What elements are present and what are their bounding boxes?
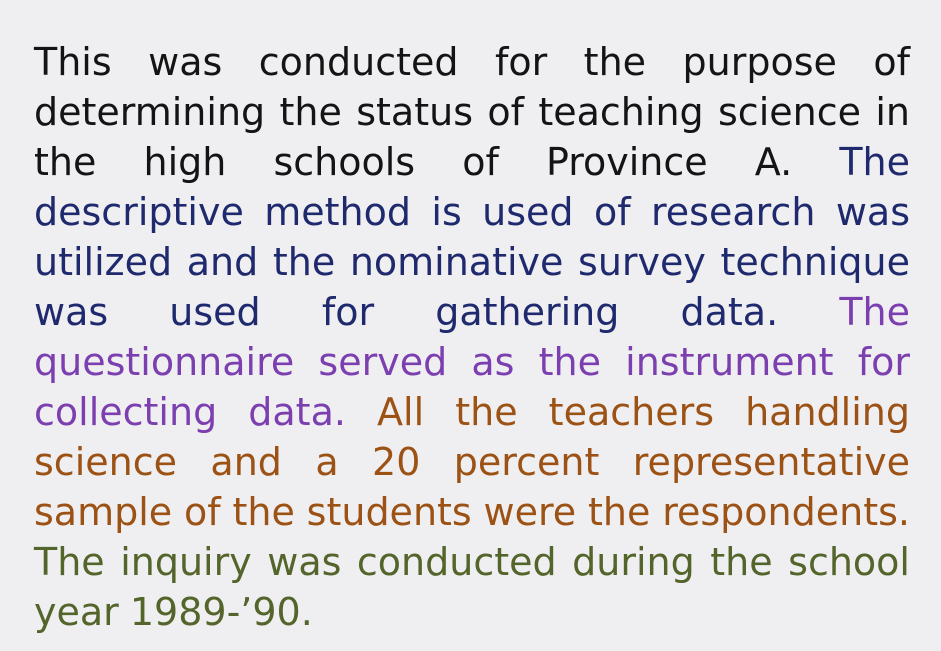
sentence-method: The descriptive method is used of research was utilized and the nominative survey technique was used for gathering data.: [34, 140, 910, 334]
sentence-instrument: The questionnaire served as the instrument for collecting data.: [34, 290, 910, 434]
sentence-period: The inquiry was conducted during the school year 1989-’90.: [34, 540, 910, 634]
sentence-purpose: This was conducted for the purpose of determining the status of teaching science in the high schools of Province A.: [34, 40, 910, 184]
sentence-respondents: All the teachers handling science and a 20 percent representative sample of the students were the respondents.: [34, 390, 910, 534]
abstract-paragraph: [34, 37, 910, 637]
